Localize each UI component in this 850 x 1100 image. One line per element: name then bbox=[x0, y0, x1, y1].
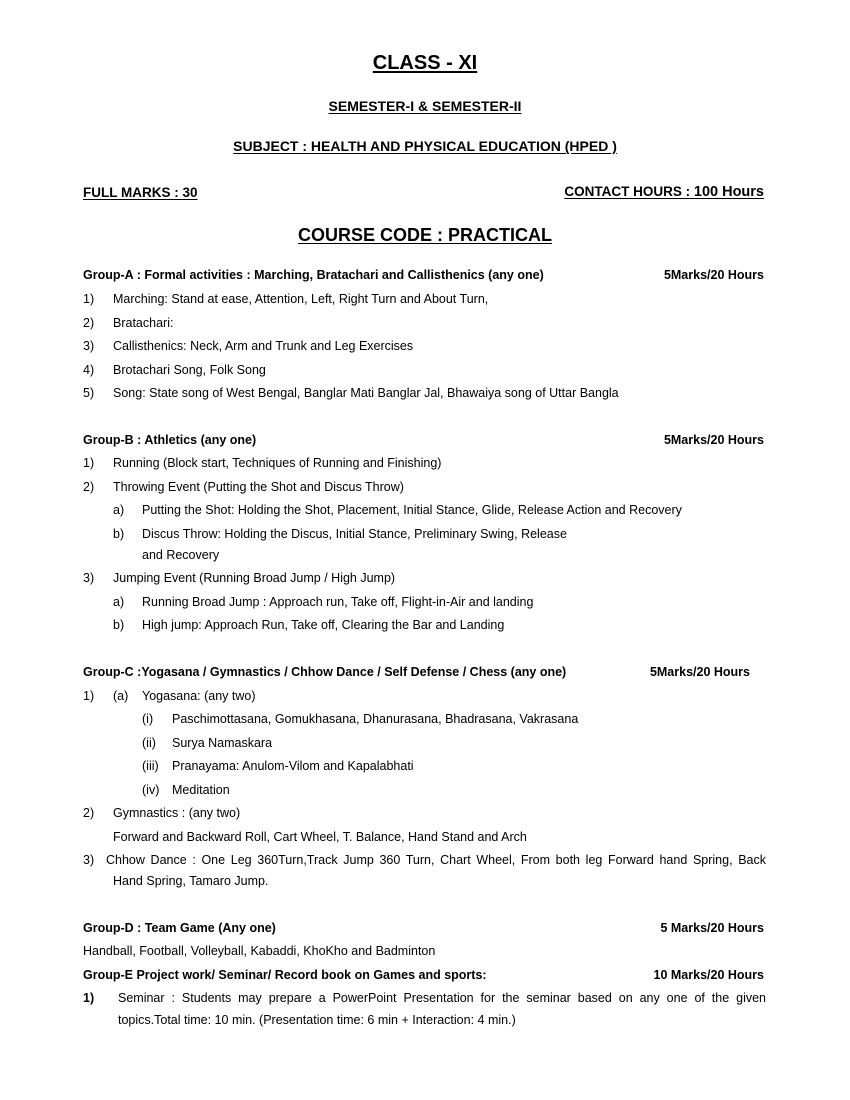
group-c-item-1-sub: (a) bbox=[113, 689, 129, 703]
yoga-item-3-number: (iii) bbox=[142, 759, 159, 773]
group-c-item-2: Gymnastics : (any two) bbox=[113, 806, 241, 820]
group-c-item-3: Chhow Dance : One Leg 360Turn,Track Jump 360 Turn, Chart Wheel, From both leg Forward hand Spring, Back bbox=[106, 853, 766, 867]
group-e-title: Group-E Project work/ Seminar/ Record book on Games and sports: bbox=[83, 968, 487, 982]
group-a-marks: 5Marks/20 Hours bbox=[663, 268, 764, 282]
yoga-item-4: Meditation bbox=[172, 783, 230, 797]
group-e-item-1: Seminar : Students may prepare a PowerPoint Presentation for the seminar based on any one of the given bbox=[118, 991, 766, 1005]
semester-heading: SEMESTER-I & SEMESTER-II bbox=[328, 98, 522, 114]
yoga-item-2-number: (ii) bbox=[142, 736, 156, 750]
class-title: CLASS - XI bbox=[372, 52, 478, 74]
group-b-item-2a-letter: a) bbox=[113, 503, 125, 517]
yoga-item-1-number: (i) bbox=[142, 712, 154, 726]
group-a-item-2: Bratachari: bbox=[113, 316, 174, 330]
group-b-item-3a: Running Broad Jump : Approach run, Take off, Flight-in-Air and landing bbox=[142, 595, 534, 609]
group-a-item-5: Song: State song of West Bengal, Banglar Mati Banglar Jal, Bhawaiya song of Uttar Bangla bbox=[113, 386, 619, 400]
group-b-title: Group-B : Athletics (any one) bbox=[83, 433, 257, 447]
group-b-item-2-number: 2) bbox=[83, 480, 95, 494]
group-b-item-3b: High jump: Approach Run, Take off, Clearing the Bar and Landing bbox=[142, 618, 505, 632]
group-b-item-3-number: 3) bbox=[83, 571, 95, 585]
group-a-item-5-number: 5) bbox=[83, 386, 95, 400]
group-b-item-1-number: 1) bbox=[83, 456, 95, 470]
group-d-marks: 5 Marks/20 Hours bbox=[660, 921, 764, 935]
yoga-item-1: Paschimottasana, Gomukhasana, Dhanurasana, Bhadrasana, Vakrasana bbox=[172, 712, 579, 726]
group-e-item-1-continued: topics.Total time: 10 min. (Presentation time: 6 min + Interaction: 4 min.) bbox=[118, 1013, 516, 1027]
contact-hours-label: CONTACT HOURS : bbox=[564, 184, 691, 199]
group-b-item-2b: Discus Throw: Holding the Discus, Initial Stance, Preliminary Swing, Release bbox=[142, 527, 567, 541]
full-marks: FULL MARKS : 30 bbox=[83, 185, 198, 200]
subject-heading: SUBJECT : HEALTH AND PHYSICAL EDUCATION (HPED ) bbox=[233, 138, 617, 154]
group-c-item-3-continued: Hand Spring, Tamaro Jump. bbox=[113, 874, 269, 888]
group-a-item-2-number: 2) bbox=[83, 316, 95, 330]
yoga-item-3: Pranayama: Anulom-Vilom and Kapalabhati bbox=[172, 759, 414, 773]
group-c-item-3-number: 3) bbox=[83, 853, 95, 867]
group-c-item-1-number: 1) bbox=[83, 689, 95, 703]
group-c-item-2-detail: Forward and Backward Roll, Cart Wheel, T. Balance, Hand Stand and Arch bbox=[113, 830, 527, 844]
group-a-item-4: Brotachari Song, Folk Song bbox=[113, 363, 266, 377]
group-c-title: Group-C :Yogasana / Gymnastics / Chhow Dance / Self Defense / Chess (any one) bbox=[83, 665, 567, 679]
group-b-item-3: Jumping Event (Running Broad Jump / High Jump) bbox=[113, 571, 396, 585]
group-c-item-2-number: 2) bbox=[83, 806, 95, 820]
group-a-item-1-number: 1) bbox=[83, 292, 95, 306]
group-b-item-3a-letter: a) bbox=[113, 595, 125, 609]
group-c-item-1: Yogasana: (any two) bbox=[142, 689, 256, 703]
contact-hours bbox=[564, 184, 764, 200]
group-e-item-1-number: 1) bbox=[83, 991, 95, 1005]
contact-hours-value: 100 Hours bbox=[693, 184, 764, 200]
group-b-item-2: Throwing Event (Putting the Shot and Discus Throw) bbox=[113, 480, 404, 494]
group-b-item-3b-letter: b) bbox=[113, 618, 125, 632]
group-a-item-1: Marching: Stand at ease, Attention, Left, Right Turn and About Turn, bbox=[113, 292, 489, 306]
yoga-item-2: Surya Namaskara bbox=[172, 736, 273, 750]
yoga-item-4-number: (iv) bbox=[142, 783, 160, 797]
group-a-item-4-number: 4) bbox=[83, 363, 95, 377]
group-a-item-3-number: 3) bbox=[83, 339, 95, 353]
group-b-item-2a: Putting the Shot: Holding the Shot, Placement, Initial Stance, Glide, Release Action and Recovery bbox=[142, 503, 682, 517]
group-b-item-2b-continued: and Recovery bbox=[142, 548, 220, 562]
group-e-marks: 10 Marks/20 Hours bbox=[653, 968, 764, 982]
course-code-heading: COURSE CODE : PRACTICAL bbox=[297, 225, 552, 245]
group-c-marks: 5Marks/20 Hours bbox=[649, 665, 750, 679]
group-d-title: Group-D : Team Game (Any one) bbox=[83, 921, 276, 935]
group-a-item-3: Callisthenics: Neck, Arm and Trunk and Leg Exercises bbox=[113, 339, 414, 353]
group-b-marks: 5Marks/20 Hours bbox=[663, 433, 764, 447]
group-d-games: Handball, Football, Volleyball, Kabaddi, KhoKho and Badminton bbox=[83, 944, 436, 958]
group-a-title: Group-A : Formal activities : Marching, Bratachari and Callisthenics (any one) bbox=[83, 268, 544, 282]
group-b-item-1: Running (Block start, Techniques of Running and Finishing) bbox=[113, 456, 442, 470]
group-b-item-2b-letter: b) bbox=[113, 527, 125, 541]
